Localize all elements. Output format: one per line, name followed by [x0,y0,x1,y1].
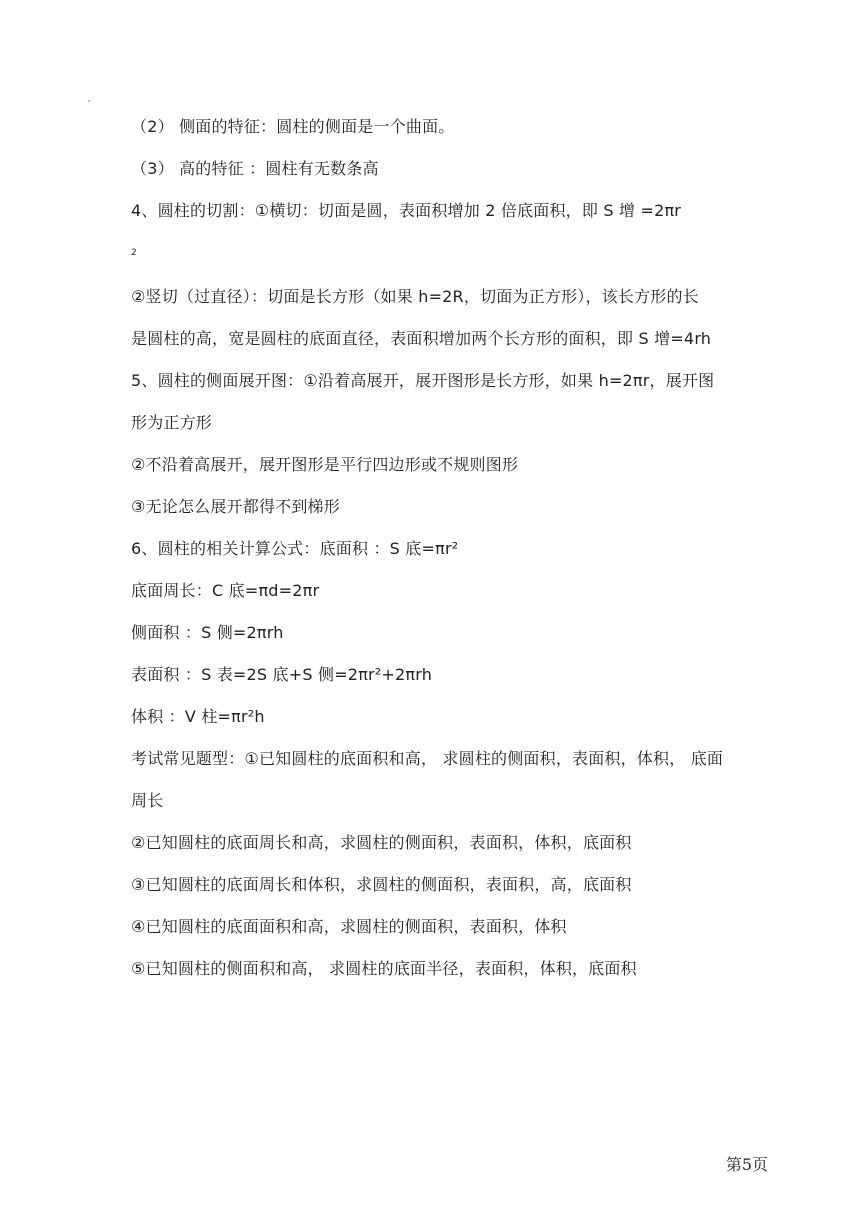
text-line-exam-types-cont: 周长 [131,791,164,810]
text-line-base-perimeter: 底面周长：C 底=πd=2πr [131,581,320,600]
text-line-vertical-cut: ②竖切（过直径）：切面是长方形（如果 h=2R，切面为正方形），该长方形的长 [131,287,699,306]
text-line-exam-type-2: ②已知圆柱的底面周长和高，求圆柱的侧面积，表面积，体积，底面积 [131,833,632,852]
text-line-unfold-2: ②不沿着高展开，展开图形是平行四边形或不规则图形 [131,455,519,474]
text-line-exam-type-3: ③已知圆柱的底面周长和体积，求圆柱的侧面积，表面积，高，底面积 [131,875,632,894]
text-line-unfold-cont: 形为正方形 [131,413,213,432]
text-line-exam-type-4: ④已知圆柱的底面面积和高，求圆柱的侧面积，表面积，体积 [131,917,567,936]
text-line-exponent: 2 [131,248,137,258]
text-line-volume: 体积 ：V 柱=πr²h [131,707,265,726]
text-line-surface-area: 表面积 ：S 表=2S 底+S 侧=2πr²+2πrh [131,665,433,684]
page-corner-mark [88,100,90,102]
text-line-vertical-cut-cont: 是圆柱的高，宽是圆柱的底面直径，表面积增加两个长方形的面积，即 S 增=4rh [131,329,712,348]
text-line-exam-types: 考试常见题型：①已知圆柱的底面积和高， 求圆柱的侧面积，表面积，体积， 底面 [131,749,724,768]
page-number: 第5页 [725,1155,768,1174]
text-line-formulas-base-area: 6、圆柱的相关计算公式：底面积 ：S 底=πr² [131,539,459,558]
text-line-lateral-area: 侧面积 ：S 侧=2πrh [131,623,284,642]
text-line-cutting: 4、圆柱的切割：①横切：切面是圆，表面积增加 2 倍底面积，即 S 增 =2πr [131,201,682,220]
text-line-side-feature: （2） 侧面的特征：圆柱的侧面是一个曲面。 [131,117,455,136]
text-line-unfold-3: ③无论怎么展开都得不到梯形 [131,497,340,516]
text-line-height-feature: （3） 高的特征 ：圆柱有无数条高 [131,159,379,178]
text-line-unfold: 5、圆柱的侧面展开图：①沿着高展开，展开图形是长方形，如果 h=2πr，展开图 [131,371,715,390]
text-line-exam-type-5: ⑤已知圆柱的侧面积和高， 求圆柱的底面半径，表面积，体积，底面积 [131,959,637,978]
